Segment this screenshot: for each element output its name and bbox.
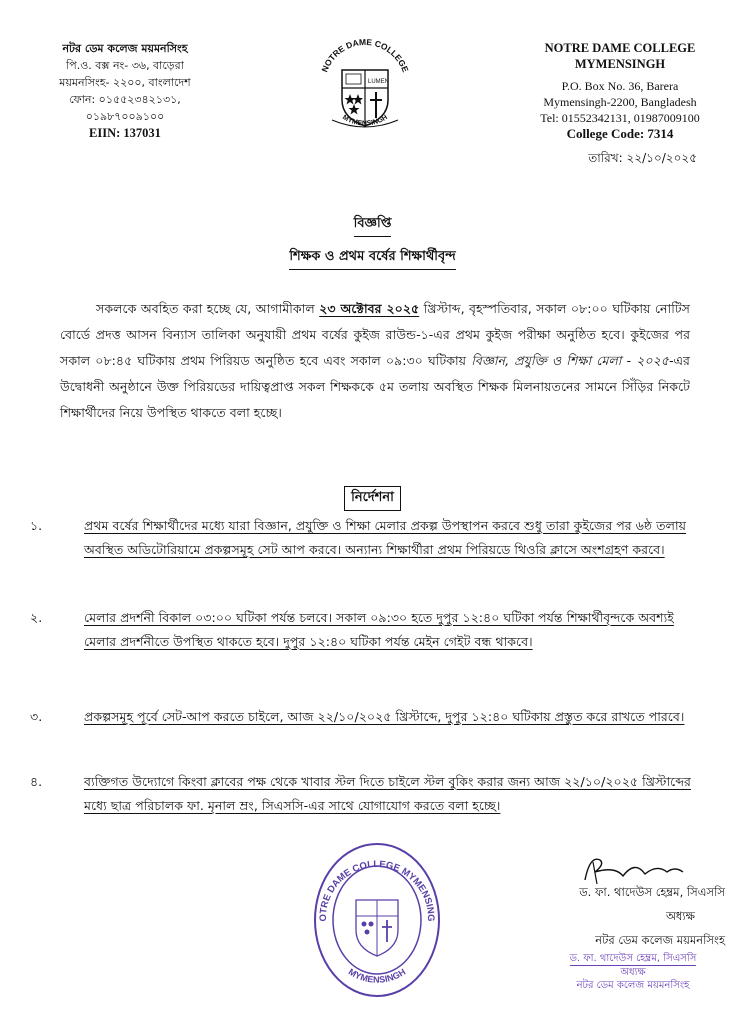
instruction-item [30, 705, 700, 729]
svg-text:NOTRE DAME COLLEGE [319, 37, 410, 74]
notice-title-block [0, 212, 745, 270]
instruction-number: ২. [30, 610, 43, 625]
svg-text:MYMENSINGH [347, 967, 408, 985]
eiin-number: EIIN: 137031 [89, 126, 161, 140]
logo-motto: LUMEN [368, 79, 390, 85]
instruction-item [30, 770, 700, 818]
header-left-address [30, 40, 220, 142]
notice-subtitle: শিক্ষক ও প্রথম বর্ষের শিক্ষার্থীবৃন্দ [289, 247, 455, 270]
signatory-role: অধ্যক্ষ [665, 909, 695, 923]
seal-name: ড. ফা. থাদেউস হেম্ব্রম, সিএসসি [569, 953, 697, 964]
city-english: Mymensingh-2200, Bangladesh [543, 95, 697, 109]
body-date: ২৩ অক্টোবর ২০২৫ [319, 301, 420, 316]
instruction-text: ব্যক্তিগত উদ্যোগে কিংবা ক্লাবের পক্ষ থেকে খাবার স্টল দিতে চাইলে স্টল বুকিং করার জন্য আজ ২২/১০/২০২৫ খ্রিস্টাব্দের মধ্যে ছাত্র পরিচালক ফা. মৃনাল ম্রং, সিএসসি-এর সাথে যোগাযোগ করতে বলা হচ্ছে। [84, 774, 691, 813]
instruction-text: মেলার প্রদর্শনী বিকাল ০৩:০০ ঘটিকা পর্যন্ত চলবে। সকাল ০৯:৩০ হতে দুপুর ১২:৪০ ঘটিকা পর্যন্ত শিক্ষার্থীবৃন্দকে অবশ্যই মেলার প্রদর্শনীতে উপস্থিত থাকতে হবে। দুপুর ১২:৪০ ঘটিকা পর্যন্ত মেইন গেইট বন্ধ থাকবে। [84, 610, 674, 649]
college-name-english: NOTRE DAME COLLEGE MYMENSINGH [544, 41, 696, 71]
instruction-number: ১. [30, 518, 43, 533]
body-fair-name: বিজ্ঞান, প্রযুক্তি ও শিক্ষা মেলা - ২০২৫ [471, 353, 669, 368]
notice-body [60, 296, 690, 426]
instruction-text: প্রকল্পসমূহ পূর্বে সেট-আপ করতে চাইলে, আজ ২২/১০/২০২৫ খ্রিস্টাব্দে, দুপুর ১২:৪০ ঘটিকায় প্রস্তুত করে রাখতে পারবে। [84, 709, 685, 724]
body-text-3: -এর উদ্বোধনী অনুষ্ঠানে উক্ত পিরিয়ডের দায়িত্বপ্রাপ্ত সকল শিক্ষককে ৫ম তলায় অবস্থিত শিক্ষক মিলনায়তনের সামনে সিঁড়ির নিকটে শিক্ষার্থীদের নিয়ে উপস্থিত থাকতে বলা হচ্ছে। [60, 353, 690, 420]
seal-role: অধ্যক্ষ [620, 967, 646, 978]
notice-title: বিজ্ঞপ্তি [354, 214, 392, 237]
svg-text:NOTRE DAME COLLEGE MYMENSINGH [312, 838, 436, 922]
college-logo [310, 30, 420, 140]
instruction-number: ৪. [30, 774, 43, 789]
instructions-label: নির্দেশনা [344, 486, 401, 511]
instruction-text: প্রথম বর্ষের শিক্ষার্থীদের মধ্যে যারা বিজ্ঞান, প্রযুক্তি ও শিক্ষা মেলার প্রকল্প উপস্থাপন করবে শুধু তারা কুইজের পর ৬ষ্ঠ তলায় অবস্থিত অডিটোরিয়ামে প্রকল্পসমূহ সেট আপ করবে। অন্যান্য শিক্ষার্থীরা প্রথম পিরিয়ডে থিওরি ক্লাসে অংশগ্রহণ করবে। [84, 518, 687, 557]
logo-bottom-text: MYMENSINGH [341, 114, 389, 128]
instruction-item [30, 606, 700, 654]
seal-college: নটর ডেম কলেজ ময়মনসিংহ [576, 980, 690, 991]
signatory-name: ড. ফা. থাদেউস হেম্ব্রম, সিএসসি [579, 885, 725, 899]
notice-date: তারিখ: ২২/১০/২০২৫ [588, 151, 697, 165]
body-text-1: সকলকে অবহিত করা হচ্ছে যে, আগামীকাল [96, 301, 320, 316]
po-box-english: P.O. Box No. 36, Barera [561, 79, 679, 93]
college-code: College Code: 7314 [566, 126, 674, 141]
instructions-header [0, 486, 745, 511]
instruction-number: ৩. [30, 709, 43, 724]
stamp-top-text: OTRE DAME COLLEGE MYMENSING [317, 858, 437, 922]
logo-top-text: NOTRE DAME COLLEGE [319, 36, 411, 74]
phone-english: Tel: 01552342131, 01987009100 [540, 111, 700, 125]
city-bangla: ময়মনসিংহ- ২২০০, বাংলাদেশ [59, 76, 191, 89]
college-name-bangla: নটর ডেম কলেজ ময়মনসিংহ [62, 42, 188, 55]
phone-bangla: ফোন: ০১৫৫২৩৪২১৩১, ০১৯৮৭০০৯১০০ [69, 93, 181, 123]
instruction-item [30, 514, 700, 562]
po-box-bangla: পি.ও. বক্স নং- ৩৬, বাড়েরা [66, 59, 184, 72]
college-round-stamp [312, 838, 442, 1008]
stamp-bottom-text: MYMENSINGH [346, 966, 408, 985]
principal-seal-stamp [548, 952, 718, 992]
body-text-2: খ্রিস্টাব্দ, বৃহস্পতিবার, সকাল ০৮:০০ ঘটিকায় নোটিস বোর্ডে প্রদত্ত আসন বিন্যাস তালিকা অনুযায়ী প্রথম বর্ষের কুইজ রাউন্ড-১-এর প্রথম কুইজ পরীক্ষা অনুষ্ঠিত হবে। কুইজের পর সকাল ০৮:৪৫ ঘটিকায় প্রথম পিরিয়ড অনুষ্ঠিত হবে এবং সকাল ০৯:৩০ ঘটিকায় [60, 301, 690, 368]
signatory-college: নটর ডেম কলেজ ময়মনসিংহ [595, 933, 725, 947]
header-right-address [505, 40, 735, 142]
